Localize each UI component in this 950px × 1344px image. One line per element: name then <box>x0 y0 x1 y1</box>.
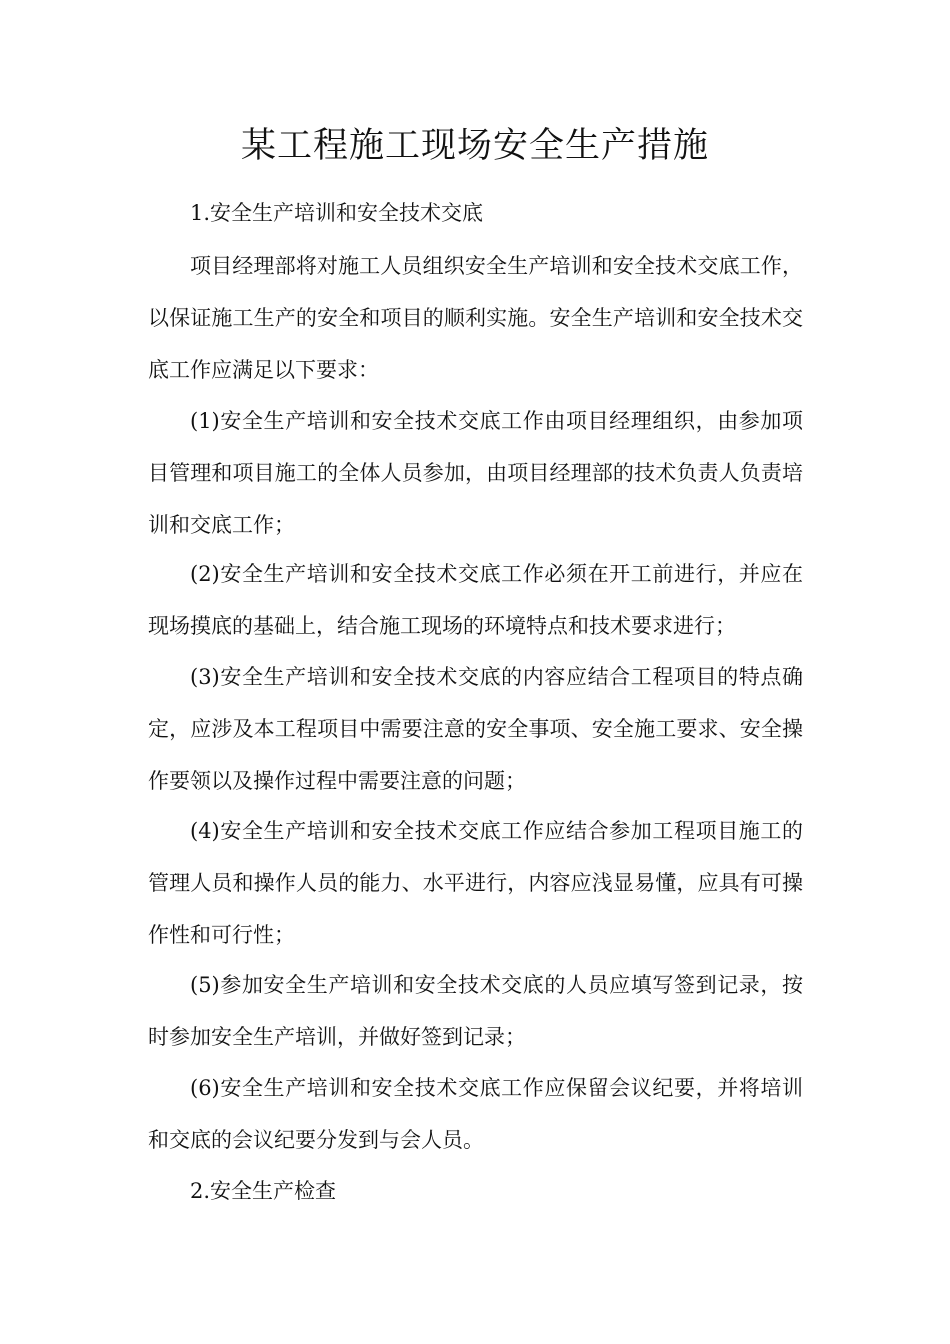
list-item-5: (5)参加安全生产培训和安全技术交底的人员应填写签到记录，按时参加安全生产培训，并做好签到记录； <box>148 973 803 1049</box>
section-heading-2: 2.安全生产检查 <box>190 1179 337 1203</box>
list-item-4: (4)安全生产培训和安全技术交底工作应结合参加工程项目施工的管理人员和操作人员的能力、水平进行，内容应浅显易懂，应具有可操作性和可行性； <box>148 819 803 947</box>
list-item-1: (1)安全生产培训和安全技术交底工作由项目经理组织，由参加项目管理和项目施工的全体人员参加，由项目经理部的技术负责人负责培训和交底工作； <box>148 409 803 537</box>
list-item-3: (3)安全生产培训和安全技术交底的内容应结合工程项目的特点确定，应涉及本工程项目中需要注意的安全事项、安全施工要求、安全操作要领以及操作过程中需要注意的问题； <box>148 665 803 793</box>
intro-paragraph: 项目经理部将对施工人员组织安全生产培训和安全技术交底工作，以保证施工生产的安全和项目的顺利实施。安全生产培训和安全技术交底工作应满足以下要求： <box>148 254 803 382</box>
document-title: 某工程施工现场安全生产措施 <box>240 126 709 166</box>
section-heading-1: 1.安全生产培训和安全技术交底 <box>190 201 484 225</box>
list-item-2: (2)安全生产培训和安全技术交底工作必须在开工前进行，并应在现场摸底的基础上，结合施工现场的环境特点和技术要求进行； <box>148 562 803 638</box>
list-item-6: (6)安全生产培训和安全技术交底工作应保留会议纪要，并将培训和交底的会议纪要分发到与会人员。 <box>148 1076 803 1152</box>
